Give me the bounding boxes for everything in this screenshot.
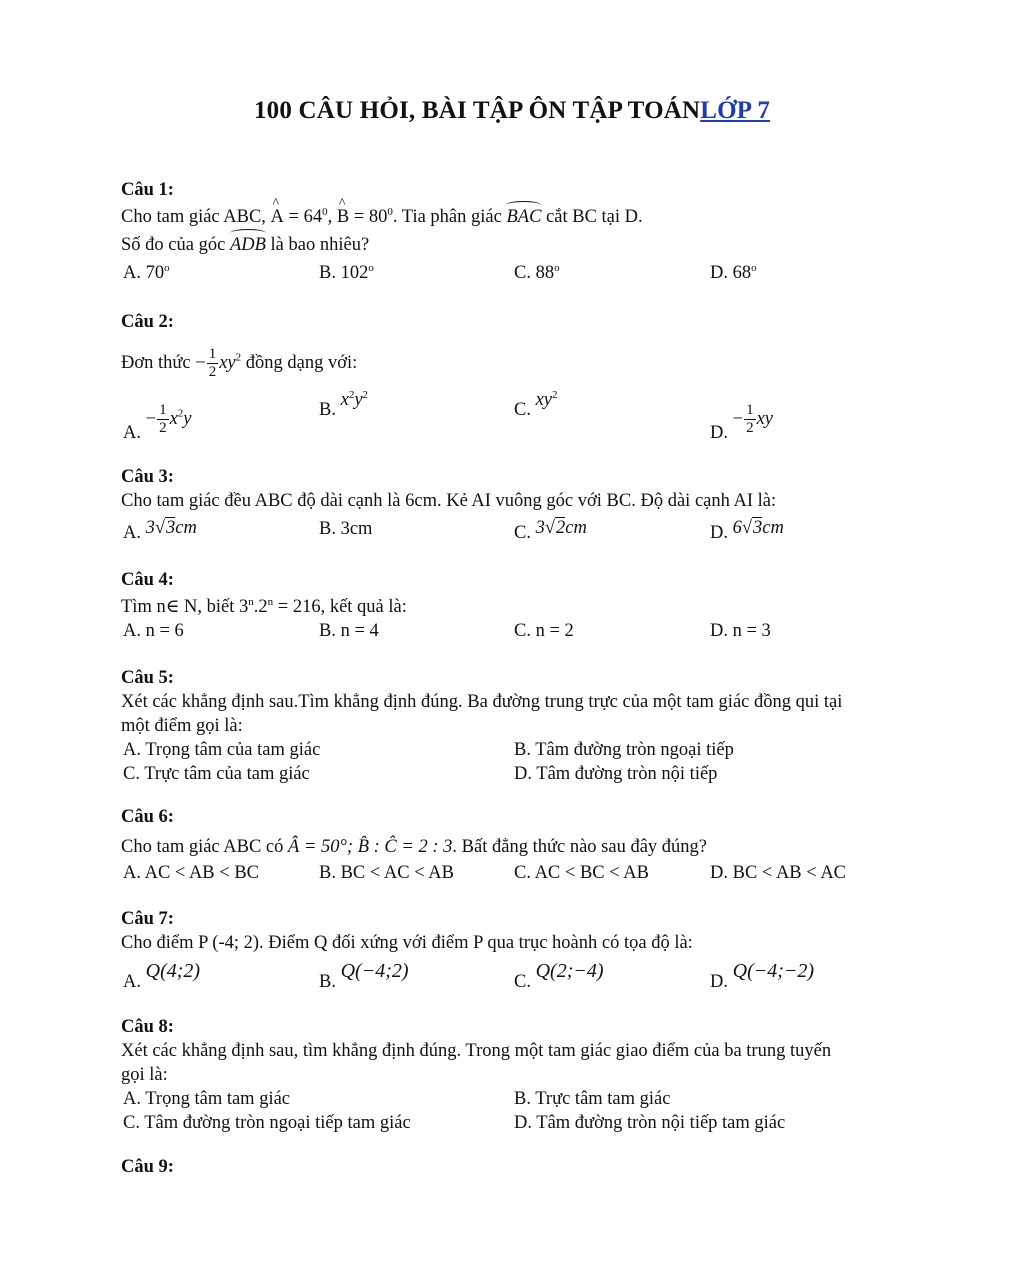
option-b[interactable]: B. Tâm đường tròn ngoại tiếp [514, 740, 734, 760]
question-2 [121, 310, 921, 444]
question-label: Câu 2: [121, 312, 174, 332]
question-stem-2: một điểm gọi là: [121, 716, 243, 736]
option-b[interactable]: B. 3cm [319, 519, 373, 539]
option-a[interactable]: A. 3√3cm [123, 518, 197, 543]
option-b[interactable]: B. Q(−4;2) [319, 960, 409, 992]
answer-options-row-1 [121, 738, 921, 762]
answer-options [121, 517, 921, 541]
option-a[interactable]: A. − $\frac{1}{2}$ $x^2y$ [123, 402, 192, 443]
answer-options-row-2 [121, 762, 921, 786]
option-d[interactable]: D. Tâm đường tròn nội tiếp [514, 764, 718, 784]
question-5 [121, 666, 921, 786]
question-stem: Cho tam giác ABC, ^ $A = 64^0$, ^ $B = 80^0$. Tia phân giác BAC cắt BC tại D. [121, 205, 921, 229]
question-8 [121, 1015, 921, 1135]
option-c[interactable]: C. 88$^o$ [514, 261, 560, 283]
question-6 [121, 805, 921, 885]
option-a[interactable]: A. Trọng tâm của tam giác [123, 740, 321, 760]
question-label: Câu 6: [121, 807, 174, 827]
question-stem-2: gọi là: [121, 1065, 168, 1085]
question-stem: Cho tam giác đều ABC độ dài cạnh là 6cm. Kẻ AI vuông góc với BC. Độ dài cạnh AI là: [121, 491, 777, 511]
option-b[interactable]: B. BC < AC < AB [319, 863, 454, 883]
question-4 [121, 568, 921, 643]
option-d[interactable]: D. 6√3cm [710, 518, 784, 543]
title-main: 100 CÂU HỎI, BÀI TẬP ÔN TẬP TOÁN [253, 97, 701, 124]
option-c[interactable]: C. n = 2 [514, 621, 574, 641]
question-label: Câu 4: [121, 570, 174, 590]
question-label: Câu 1: [121, 180, 174, 200]
answer-options [121, 619, 921, 643]
question-stem-2: Số đo của góc ADB là bao nhiêu? [121, 235, 370, 255]
question-stem: Tìm n∈ N, biết 3$^n$.2$^n$ = 216, kết quả là: [121, 595, 407, 617]
answer-options [121, 388, 921, 444]
page-title [0, 97, 1024, 125]
option-a[interactable]: A. AC < AB < BC [123, 863, 260, 883]
option-c[interactable]: C. Q(2;−4) [514, 960, 604, 992]
angle-adb: ADB [229, 235, 266, 255]
question-1 [121, 178, 921, 285]
option-d[interactable]: D. 68$^o$ [710, 261, 757, 283]
option-c[interactable]: C. $xy^2$ [514, 388, 558, 420]
option-b[interactable]: B. Trực tâm tam giác [514, 1089, 671, 1109]
answer-options-row-2 [121, 1111, 921, 1135]
option-d[interactable]: D. Tâm đường tròn nội tiếp tam giác [514, 1113, 786, 1133]
option-b[interactable]: B. $x^2y^2$ [319, 388, 369, 420]
question-7 [121, 907, 921, 991]
question-stem: Xét các khẳng định sau.Tìm khẳng định đúng. Ba đường trung trực của một tam giác đồng qui tại [121, 692, 843, 712]
option-b[interactable]: B. 102$^o$ [319, 261, 374, 283]
option-d[interactable]: D. BC < AB < AC [710, 863, 847, 883]
answer-options [121, 261, 921, 285]
angle-ratio-math: Â = 50°; B̂ : Ĉ = 2 : 3 [288, 837, 453, 857]
option-a[interactable]: A. Trọng tâm tam giác [123, 1089, 291, 1109]
option-c[interactable]: C. AC < BC < AB [514, 863, 649, 883]
question-9 [121, 1155, 921, 1179]
question-label: Câu 9: [121, 1157, 174, 1177]
answer-options [121, 861, 921, 885]
option-d[interactable]: D. n = 3 [710, 621, 771, 641]
angle-bac: BAC [506, 207, 542, 227]
question-label: Câu 8: [121, 1017, 174, 1037]
question-stem: Cho tam giác ABC có Â = 50°; B̂ : Ĉ = 2 : 3. Bất đẳng thức nào sau đây đúng? [121, 837, 707, 857]
option-a[interactable]: A. Q(4;2) [123, 960, 201, 992]
option-a[interactable]: A. 70$^o$ [123, 261, 170, 283]
option-c[interactable]: C. 3√2cm [514, 518, 587, 543]
question-label: Câu 7: [121, 909, 174, 929]
option-c[interactable]: C. Trực tâm của tam giác [123, 764, 310, 784]
question-3 [121, 465, 921, 541]
answer-options-row-1 [121, 1087, 921, 1111]
option-b[interactable]: B. n = 4 [319, 621, 379, 641]
question-stem: Xét các khẳng định sau, tìm khẳng định đúng. Trong một tam giác giao điểm của ba trung tuyến [121, 1041, 832, 1061]
question-label: Câu 5: [121, 668, 174, 688]
question-label: Câu 3: [121, 467, 174, 487]
option-d[interactable]: D. Q(−4;−2) [710, 960, 815, 992]
option-d[interactable]: D. − $\frac{1}{2}$ xy [710, 402, 773, 443]
question-stem: Đơn thức − $\frac{1}{2}$ $xy^2$ đồng dạng với: [121, 346, 358, 380]
title-link[interactable]: LỚP 7 [700, 97, 771, 124]
option-a[interactable]: A. n = 6 [123, 621, 184, 641]
answer-options [121, 959, 921, 991]
question-stem: Cho điểm P (-4; 2). Điểm Q đối xứng với điểm P qua trục hoành có tọa độ là: [121, 933, 693, 953]
option-c[interactable]: C. Tâm đường tròn ngoại tiếp tam giác [123, 1113, 411, 1133]
